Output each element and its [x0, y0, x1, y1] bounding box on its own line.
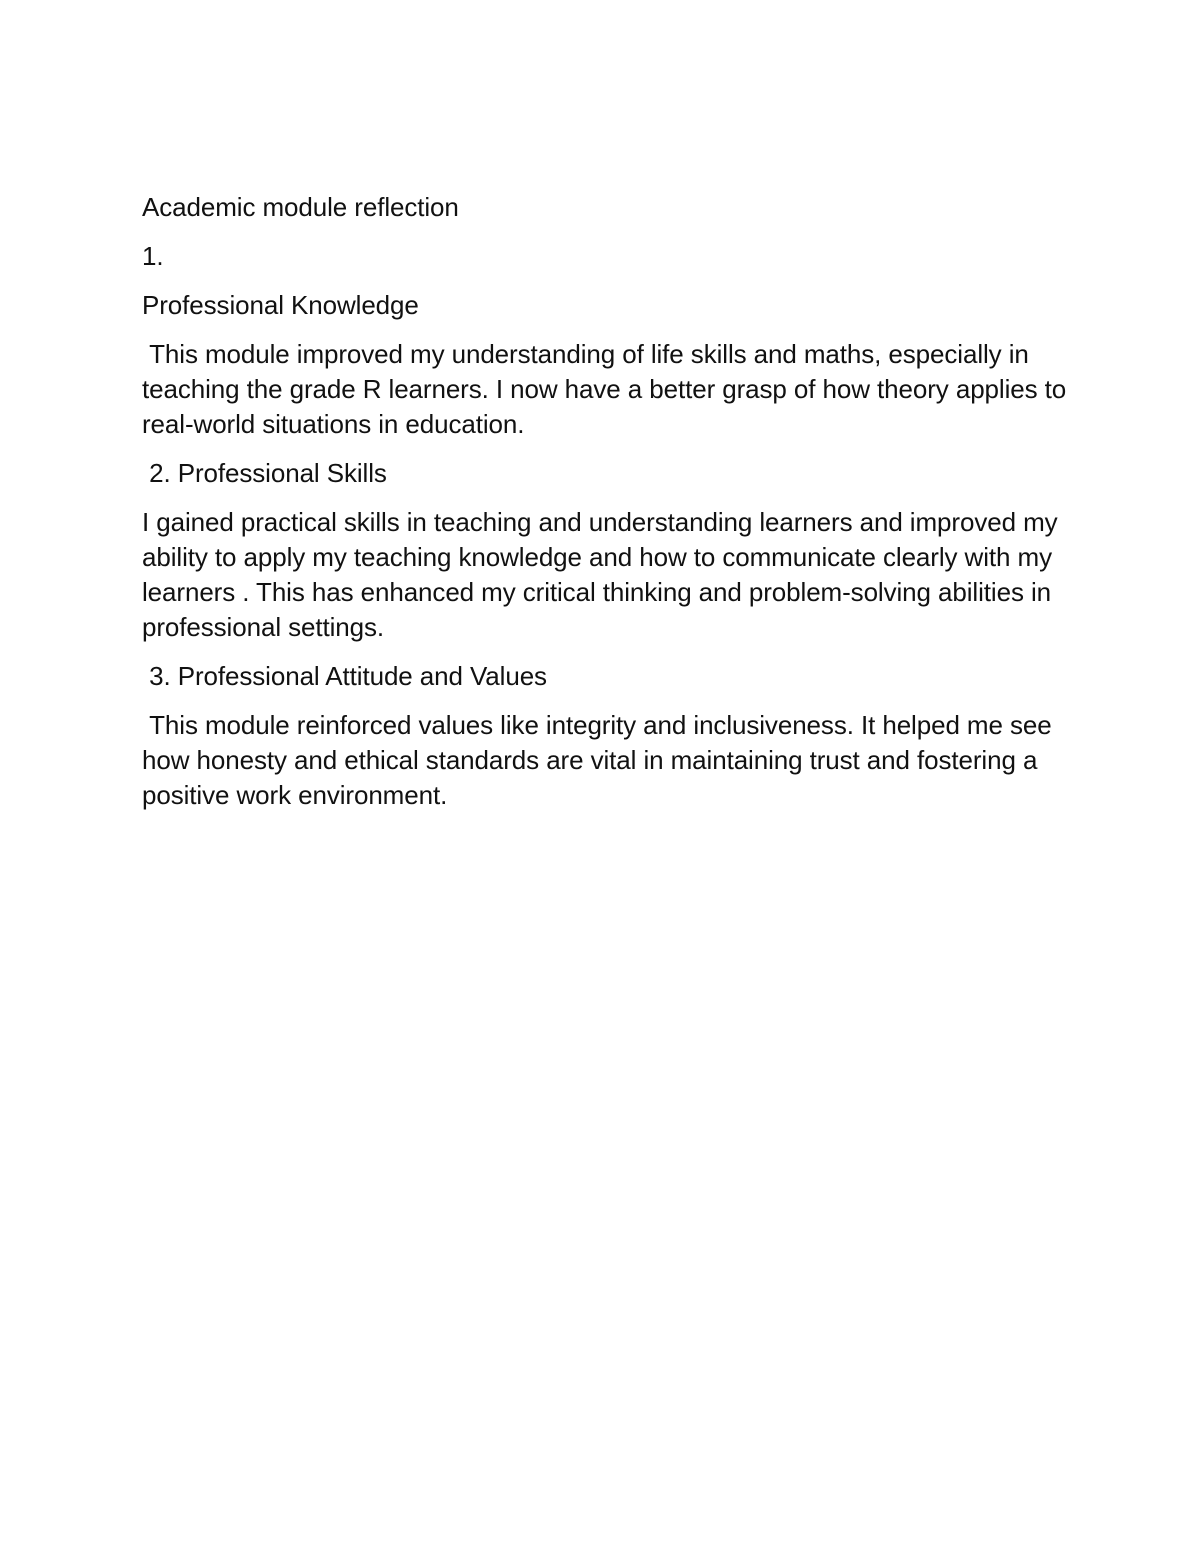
section-2-body: I gained practical skills in teaching and understanding learners and improved my ability to apply my teaching knowledge and how to communicate clearly with my learners . This has enhanced my critical thinking and problem-solving abilities in professional settings.: [142, 507, 1065, 642]
section-1-heading: Professional Knowledge: [142, 290, 419, 320]
section-number-1: 1.: [142, 241, 164, 271]
section-1-body: This module improved my understanding of life skills and maths, especially in teaching the grade R learners. I now have a better grasp of how theory applies to real-world situations in education.: [142, 339, 1074, 439]
document-title: Academic module reflection: [142, 192, 459, 222]
document-content: [142, 190, 1072, 813]
section-2-heading: 2. Professional Skills: [142, 458, 387, 488]
section-3-body: This module reinforced values like integrity and inclusiveness. It helped me see how honesty and ethical standards are vital in maintaining trust and fostering a positive work environment.: [142, 710, 1059, 810]
section-3-heading: 3. Professional Attitude and Values: [142, 661, 547, 691]
